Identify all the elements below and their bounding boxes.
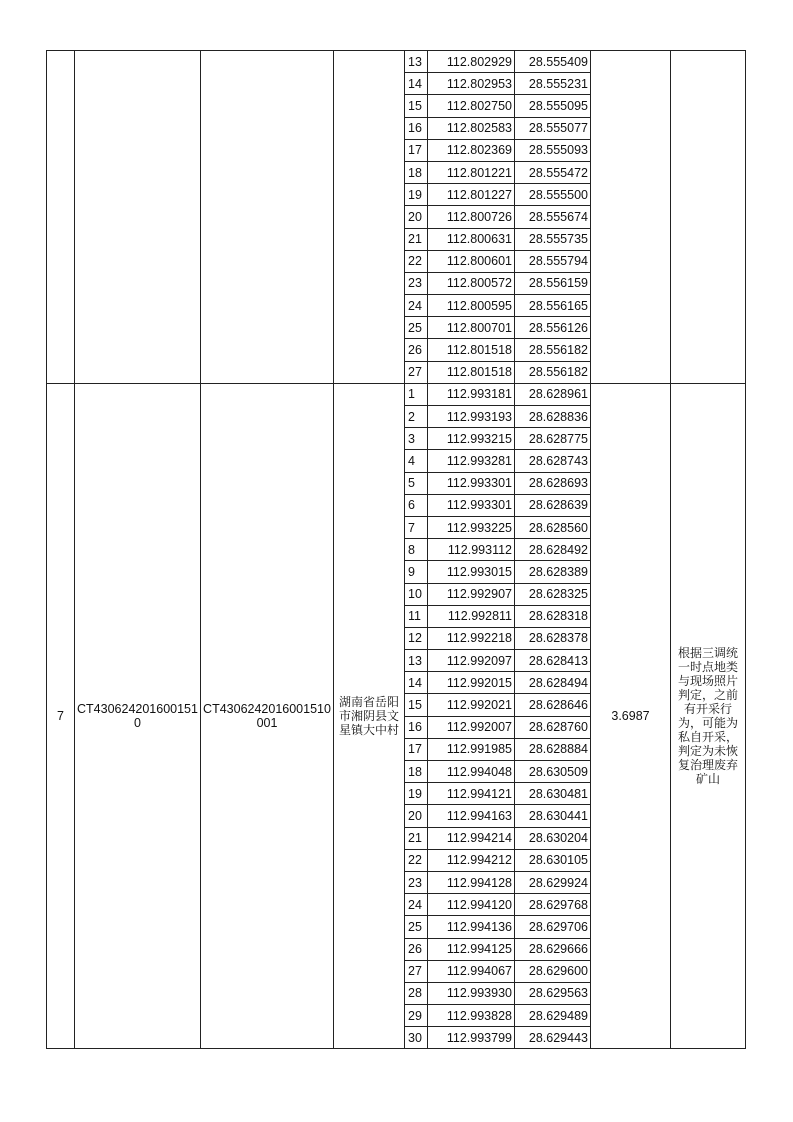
point-longitude: 112.801221	[428, 161, 515, 183]
point-latitude: 28.629768	[515, 894, 591, 916]
note-cell-blank	[671, 51, 746, 384]
table-row	[47, 383, 746, 405]
point-latitude: 28.630481	[515, 783, 591, 805]
point-number: 6	[405, 494, 428, 516]
point-latitude: 28.555794	[515, 250, 591, 272]
point-latitude: 28.555735	[515, 228, 591, 250]
point-number: 14	[405, 73, 428, 95]
point-number: 17	[405, 139, 428, 161]
point-longitude: 112.800701	[428, 317, 515, 339]
point-longitude: 112.802369	[428, 139, 515, 161]
point-latitude: 28.556182	[515, 361, 591, 383]
point-longitude: 112.801227	[428, 184, 515, 206]
point-number: 15	[405, 95, 428, 117]
point-latitude: 28.555472	[515, 161, 591, 183]
point-longitude: 112.992218	[428, 627, 515, 649]
point-longitude: 112.994214	[428, 827, 515, 849]
point-latitude: 28.628325	[515, 583, 591, 605]
point-latitude: 28.629666	[515, 938, 591, 960]
table-body	[47, 51, 746, 1049]
point-number: 9	[405, 561, 428, 583]
point-latitude: 28.555231	[515, 73, 591, 95]
point-longitude: 112.992007	[428, 716, 515, 738]
code1-cell-blank	[75, 51, 201, 384]
point-latitude: 28.628961	[515, 383, 591, 405]
point-latitude: 28.628494	[515, 672, 591, 694]
point-number: 30	[405, 1027, 428, 1049]
point-longitude: 112.994128	[428, 871, 515, 893]
record-code-2: CT4306242016001510001	[201, 383, 334, 1049]
point-longitude: 112.994163	[428, 805, 515, 827]
record-note: 根据三调统一时点地类与现场照片判定，之前有开采行为，可能为私自开采，判定为未恢复治理废弃矿山	[671, 383, 746, 1049]
point-longitude: 112.992811	[428, 605, 515, 627]
point-longitude: 112.993015	[428, 561, 515, 583]
point-number: 29	[405, 1005, 428, 1027]
point-latitude: 28.628378	[515, 627, 591, 649]
point-longitude: 112.994067	[428, 960, 515, 982]
point-longitude: 112.993828	[428, 1005, 515, 1027]
point-number: 18	[405, 161, 428, 183]
point-longitude: 112.802583	[428, 117, 515, 139]
point-number: 23	[405, 871, 428, 893]
point-longitude: 112.802929	[428, 51, 515, 73]
table-row	[47, 51, 746, 73]
point-longitude: 112.802750	[428, 95, 515, 117]
point-number: 27	[405, 960, 428, 982]
point-longitude: 112.801518	[428, 361, 515, 383]
point-longitude: 112.993215	[428, 428, 515, 450]
point-latitude: 28.555500	[515, 184, 591, 206]
point-longitude: 112.991985	[428, 738, 515, 760]
point-latitude: 28.628318	[515, 605, 591, 627]
point-latitude: 28.628836	[515, 406, 591, 428]
point-longitude: 112.994120	[428, 894, 515, 916]
point-longitude: 112.993930	[428, 982, 515, 1004]
point-longitude: 112.802953	[428, 73, 515, 95]
point-latitude: 28.556182	[515, 339, 591, 361]
code2-cell-blank	[201, 51, 334, 384]
point-number: 20	[405, 805, 428, 827]
point-number: 7	[405, 516, 428, 538]
point-number: 18	[405, 761, 428, 783]
point-number: 26	[405, 938, 428, 960]
record-code-1: CT4306242016001510	[75, 383, 201, 1049]
point-longitude: 112.993193	[428, 406, 515, 428]
point-latitude: 28.629443	[515, 1027, 591, 1049]
point-longitude: 112.993301	[428, 472, 515, 494]
point-longitude: 112.993281	[428, 450, 515, 472]
point-number: 16	[405, 117, 428, 139]
point-number: 22	[405, 250, 428, 272]
point-latitude: 28.628389	[515, 561, 591, 583]
point-latitude: 28.628492	[515, 539, 591, 561]
point-latitude: 28.629924	[515, 871, 591, 893]
point-number: 10	[405, 583, 428, 605]
point-latitude: 28.555674	[515, 206, 591, 228]
point-latitude: 28.628693	[515, 472, 591, 494]
coordinate-table	[46, 50, 746, 1049]
point-latitude: 28.556165	[515, 295, 591, 317]
point-latitude: 28.628743	[515, 450, 591, 472]
point-latitude: 28.629489	[515, 1005, 591, 1027]
location-cell-blank	[334, 51, 405, 384]
point-longitude: 112.994212	[428, 849, 515, 871]
point-latitude: 28.629706	[515, 916, 591, 938]
point-latitude: 28.629600	[515, 960, 591, 982]
point-latitude: 28.630204	[515, 827, 591, 849]
point-latitude: 28.628413	[515, 650, 591, 672]
point-longitude: 112.992021	[428, 694, 515, 716]
point-latitude: 28.628760	[515, 716, 591, 738]
point-number: 1	[405, 383, 428, 405]
point-latitude: 28.555095	[515, 95, 591, 117]
point-longitude: 112.800601	[428, 250, 515, 272]
point-number: 27	[405, 361, 428, 383]
point-longitude: 112.800631	[428, 228, 515, 250]
point-number: 20	[405, 206, 428, 228]
point-number: 15	[405, 694, 428, 716]
point-number: 11	[405, 605, 428, 627]
point-number: 14	[405, 672, 428, 694]
point-longitude: 112.993225	[428, 516, 515, 538]
point-number: 25	[405, 916, 428, 938]
point-latitude: 28.630441	[515, 805, 591, 827]
point-longitude: 112.993181	[428, 383, 515, 405]
point-number: 12	[405, 627, 428, 649]
point-longitude: 112.994125	[428, 938, 515, 960]
point-number: 19	[405, 783, 428, 805]
point-longitude: 112.992097	[428, 650, 515, 672]
record-location: 湖南省岳阳市湘阴县文星镇大中村	[334, 383, 405, 1049]
point-number: 4	[405, 450, 428, 472]
point-number: 17	[405, 738, 428, 760]
point-number: 24	[405, 894, 428, 916]
point-latitude: 28.628639	[515, 494, 591, 516]
point-number: 19	[405, 184, 428, 206]
point-latitude: 28.630509	[515, 761, 591, 783]
point-longitude: 112.993799	[428, 1027, 515, 1049]
point-latitude: 28.628884	[515, 738, 591, 760]
point-latitude: 28.555409	[515, 51, 591, 73]
point-latitude: 28.556126	[515, 317, 591, 339]
point-number: 21	[405, 827, 428, 849]
point-longitude: 112.800572	[428, 272, 515, 294]
point-number: 3	[405, 428, 428, 450]
point-number: 16	[405, 716, 428, 738]
point-number: 13	[405, 650, 428, 672]
point-longitude: 112.800726	[428, 206, 515, 228]
record-index: 7	[47, 383, 75, 1049]
point-number: 8	[405, 539, 428, 561]
point-number: 21	[405, 228, 428, 250]
point-latitude: 28.630105	[515, 849, 591, 871]
record-area: 3.6987	[591, 383, 671, 1049]
point-latitude: 28.555077	[515, 117, 591, 139]
point-latitude: 28.556159	[515, 272, 591, 294]
point-number: 2	[405, 406, 428, 428]
point-longitude: 112.993112	[428, 539, 515, 561]
point-longitude: 112.994048	[428, 761, 515, 783]
area-cell-blank	[591, 51, 671, 384]
point-latitude: 28.628560	[515, 516, 591, 538]
point-number: 5	[405, 472, 428, 494]
index-cell-blank	[47, 51, 75, 384]
point-latitude: 28.555093	[515, 139, 591, 161]
point-latitude: 28.628646	[515, 694, 591, 716]
point-longitude: 112.992907	[428, 583, 515, 605]
point-number: 22	[405, 849, 428, 871]
point-number: 23	[405, 272, 428, 294]
point-latitude: 28.628775	[515, 428, 591, 450]
point-longitude: 112.994121	[428, 783, 515, 805]
point-number: 25	[405, 317, 428, 339]
point-longitude: 112.994136	[428, 916, 515, 938]
point-number: 13	[405, 51, 428, 73]
point-longitude: 112.992015	[428, 672, 515, 694]
point-number: 26	[405, 339, 428, 361]
point-number: 24	[405, 295, 428, 317]
point-number: 28	[405, 982, 428, 1004]
point-longitude: 112.800595	[428, 295, 515, 317]
point-latitude: 28.629563	[515, 982, 591, 1004]
point-longitude: 112.993301	[428, 494, 515, 516]
point-longitude: 112.801518	[428, 339, 515, 361]
